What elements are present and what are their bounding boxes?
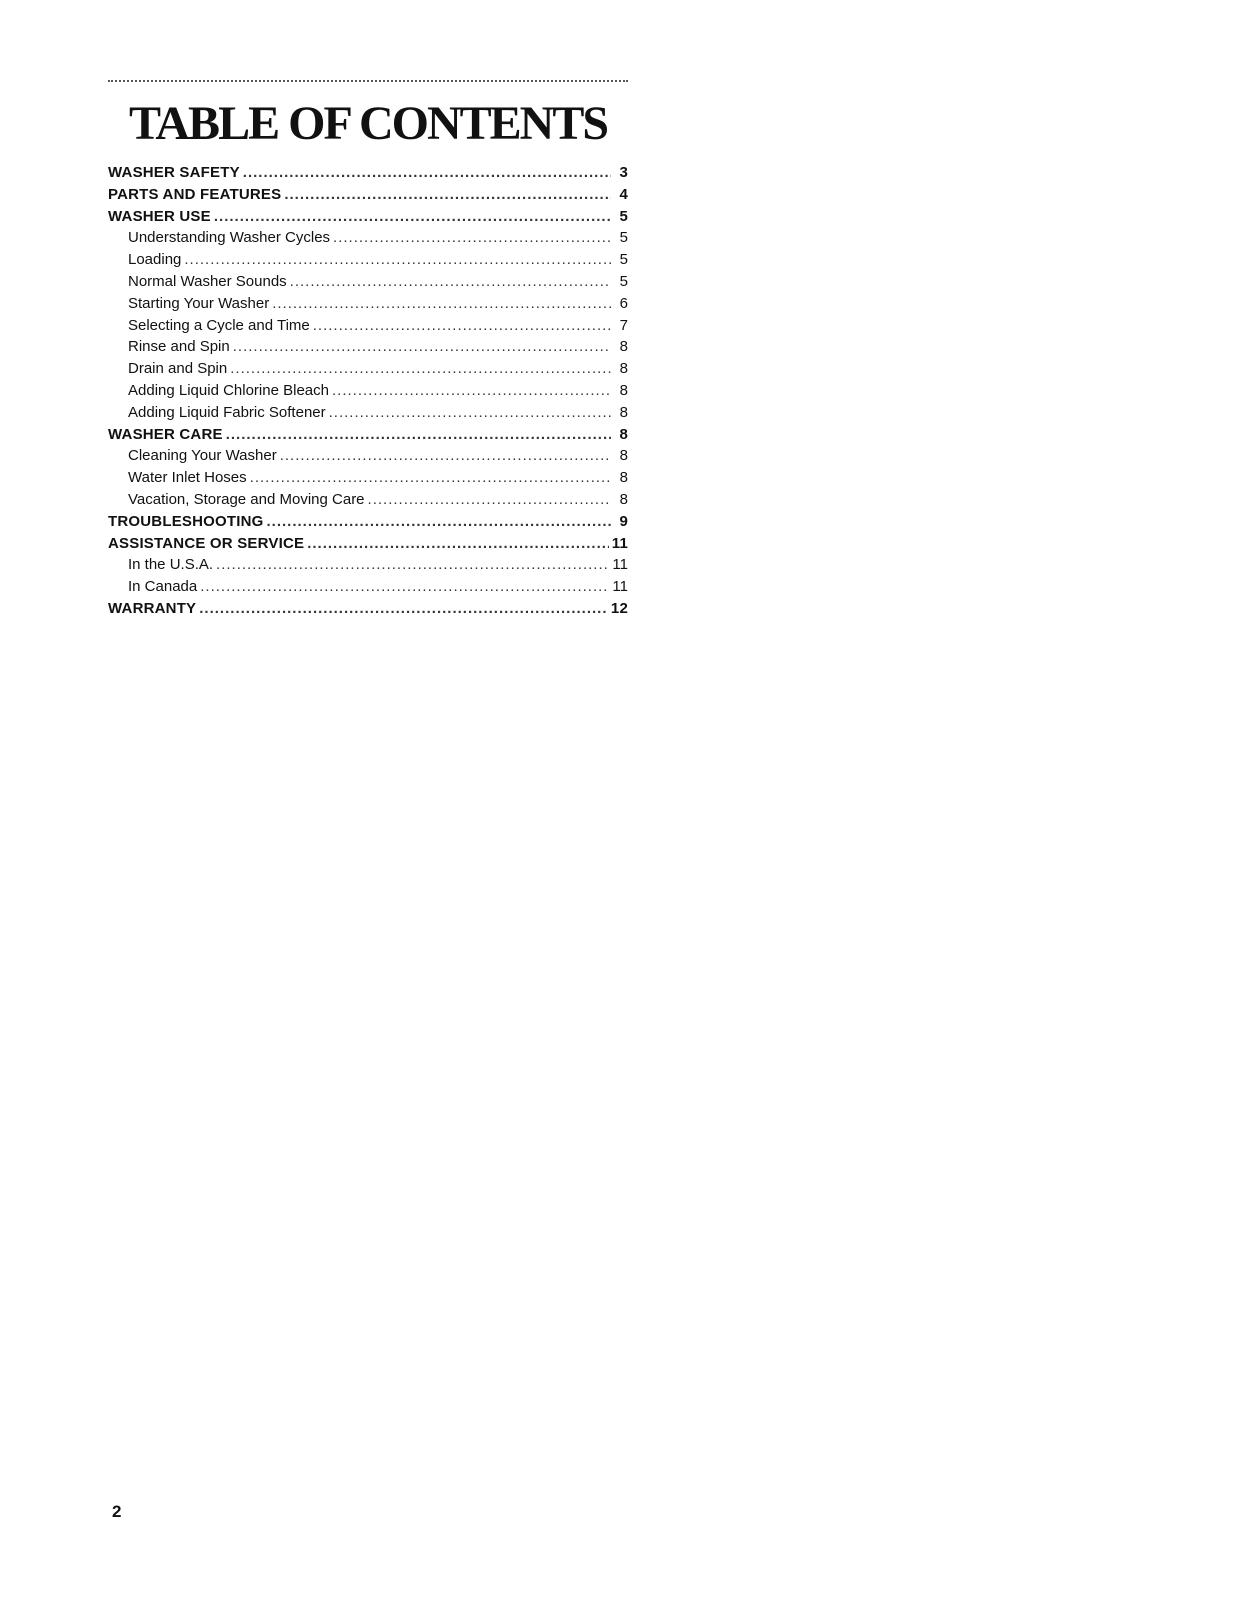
top-rule [108,80,628,82]
toc-entry-page: 11 [612,556,628,574]
toc-entry-page: 11 [611,534,628,552]
toc-subsection-entry [108,491,628,513]
toc-dot-leader [226,426,611,443]
toc-entry-page: 4 [619,185,628,203]
toc-entry-page: 7 [619,316,628,334]
toc-entry-label: WASHER SAFETY [108,164,240,181]
toc-section-entry [108,164,628,186]
toc-entry-label: WASHER USE [108,207,211,225]
toc-dot-leader [307,535,609,552]
toc-dot-leader [332,382,611,399]
toc-entry-page: 3 [619,164,628,181]
toc-entry-label: Adding Liquid Chlorine Bleach [128,381,329,399]
toc-section-entry [108,600,628,622]
toc-entry-page: 12 [610,599,628,617]
toc-entry-page: 8 [619,469,628,487]
toc-dot-leader [250,469,611,486]
toc-entry-page: 8 [619,425,628,443]
toc-dot-leader [216,556,609,573]
toc-entry-label: Normal Washer Sounds [128,272,287,290]
toc-section-entry [108,513,628,535]
toc-entry-label: Starting Your Washer [128,294,270,312]
toc-entry-label: Rinse and Spin [128,338,230,356]
toc-entry-label: Understanding Washer Cycles [128,229,331,247]
toc-entry-label: Water Inlet Hoses [128,469,247,487]
toc-entry-page: 8 [619,490,628,508]
toc-entry-label: Selecting a Cycle and Time [128,316,310,334]
table-of-contents [108,164,628,622]
toc-subsection-entry [108,404,628,426]
toc-entry-label: WARRANTY [108,599,197,617]
toc-entry-label: PARTS AND FEATURES [108,185,282,203]
toc-dot-leader [233,338,611,355]
toc-entry-page: 8 [619,403,628,421]
page-title: TABLE OF CONTENTS [128,97,608,150]
toc-dot-leader [200,578,609,595]
toc-dot-leader [243,164,611,181]
toc-subsection-entry [108,338,628,360]
toc-entry-label: TROUBLESHOOTING [108,512,264,530]
toc-entry-page: 5 [619,251,628,269]
toc-entry-label: In Canada [128,578,198,596]
toc-subsection-entry [108,382,628,404]
toc-subsection-entry [108,251,628,273]
toc-dot-leader [313,317,611,334]
toc-section-entry [108,426,628,448]
toc-dot-leader [267,513,612,530]
toc-dot-leader [272,295,611,312]
toc-subsection-entry [108,317,628,339]
toc-subsection-entry [108,360,628,382]
toc-subsection-entry [108,578,628,600]
toc-dot-leader [214,208,611,225]
toc-entry-page: 6 [619,294,628,312]
toc-subsection-entry [108,273,628,295]
toc-entry-page: 9 [619,512,628,530]
toc-dot-leader [199,600,608,617]
toc-entry-page: 8 [619,360,628,378]
toc-subsection-entry [108,295,628,317]
toc-section-entry [108,186,628,208]
toc-subsection-entry [108,556,628,578]
toc-entry-page: 5 [619,272,628,290]
page-number: 2 [112,1502,122,1521]
toc-entry-label: Adding Liquid Fabric Softener [128,403,326,421]
toc-entry-label: In the U.S.A. [128,556,214,574]
toc-entry-label: ASSISTANCE OR SERVICE [108,534,305,552]
toc-entry-label: Cleaning Your Washer [128,447,277,465]
toc-entry-page: 8 [619,338,628,356]
toc-entry-page: 11 [612,578,628,596]
toc-entry-page: 5 [619,229,628,247]
toc-dot-leader [368,491,611,508]
toc-dot-leader [280,447,611,464]
toc-entry-label: Vacation, Storage and Moving Care [128,490,365,508]
toc-subsection-entry [108,447,628,469]
toc-entry-label: Drain and Spin [128,360,228,378]
toc-section-entry [108,535,628,557]
toc-entry-page: 8 [619,381,628,399]
toc-dot-leader [284,186,611,203]
toc-dot-leader [230,360,611,377]
toc-section-entry [108,208,628,230]
toc-dot-leader [184,251,611,268]
toc-entry-page: 8 [619,447,628,465]
toc-dot-leader [290,273,611,290]
toc-subsection-entry [108,469,628,491]
toc-entry-label: Loading [128,251,182,269]
toc-dot-leader [333,229,611,246]
toc-entry-label: WASHER CARE [108,425,223,443]
toc-entry-page: 5 [619,207,628,225]
toc-subsection-entry [108,229,628,251]
toc-dot-leader [329,404,611,421]
